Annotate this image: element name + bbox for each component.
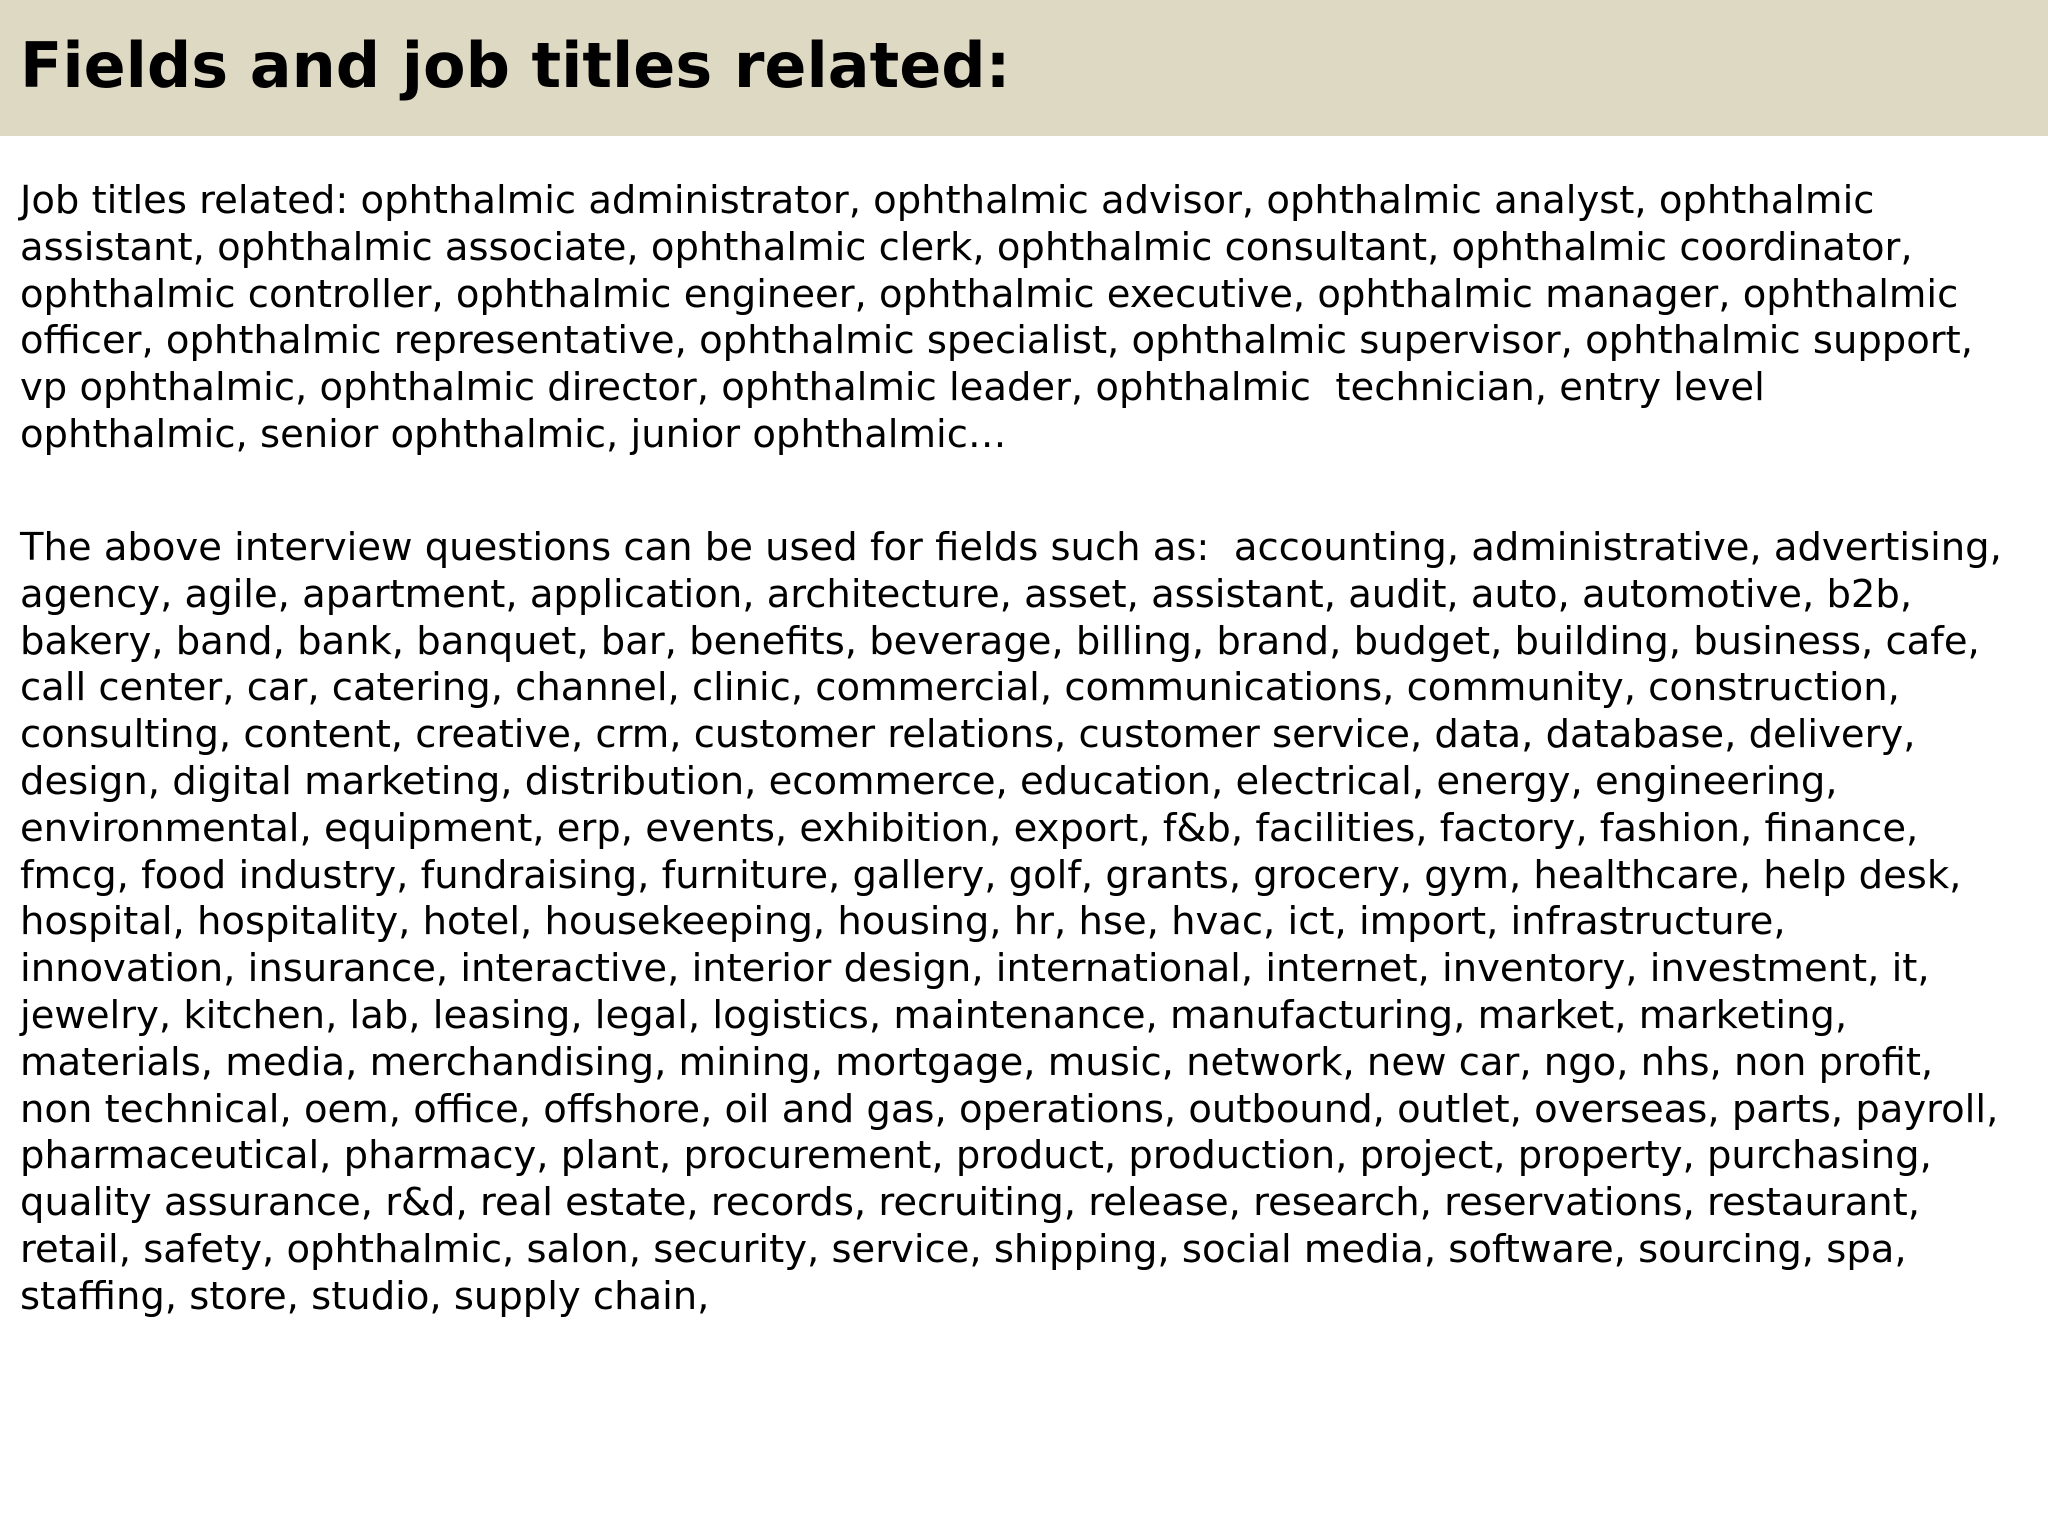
slide-title: Fields and job titles related: — [20, 29, 1011, 102]
fields-line: quality assurance, r&d, real estate, records, recruiting, release, research, reservations, restaurant, — [20, 1180, 1921, 1226]
fields-line: retail, safety, ophthalmic, salon, security, service, shipping, social media, software, sourcing, spa, — [20, 1226, 1907, 1272]
fields-line: call center, car, catering, channel, clinic, commercial, communications, community, construction, — [20, 665, 1900, 711]
job-titles-line: Job titles related: ophthalmic administrator, ophthalmic advisor, ophthalmic analyst, ophthalmic — [20, 178, 1875, 223]
fields-line: non technical, oem, office, offshore, oil and gas, operations, outbound, outlet, overseas, parts, payroll, — [20, 1086, 1999, 1132]
fields-line: The above interview questions can be used for fields such as: accounting, administrative, advertising, — [20, 525, 2002, 570]
fields-line: design, digital marketing, distribution, ecommerce, education, electrical, energy, engineering, — [20, 758, 1838, 804]
fields-line: innovation, insurance, interactive, interior design, international, internet, inventory, investment, it, — [20, 946, 1930, 992]
fields-line: jewelry, kitchen, lab, leasing, legal, logistics, maintenance, manufacturing, market, marketing, — [20, 992, 1848, 1038]
title-bar — [0, 0, 2048, 136]
fields-line: pharmaceutical, pharmacy, plant, procurement, product, production, project, property, purchasing, — [20, 1133, 1932, 1179]
job-titles-line: ophthalmic, senior ophthalmic, junior ophthalmic… — [20, 411, 1007, 457]
job-titles-line: assistant, ophthalmic associate, ophthalmic clerk, ophthalmic consultant, ophthalmic coordinator, — [20, 224, 1913, 270]
job-titles-line: vp ophthalmic, ophthalmic director, ophthalmic leader, ophthalmic technician, entry level — [20, 365, 1765, 411]
fields-line: agency, agile, apartment, application, architecture, asset, assistant, audit, auto, automotive, b2b, — [20, 571, 1913, 617]
fields-line: environmental, equipment, erp, events, exhibition, export, f&b, facilities, factory, fashion, finance, — [20, 805, 1919, 851]
job-titles-line: officer, ophthalmic representative, ophthalmic specialist, ophthalmic supervisor, ophthalmic support, — [20, 318, 1973, 364]
fields-line: consulting, content, creative, crm, customer relations, customer service, data, database, delivery, — [20, 712, 1916, 758]
fields-line: materials, media, merchandising, mining, mortgage, music, network, new car, ngo, nhs, non profit, — [20, 1039, 1934, 1085]
fields-line: staffing, store, studio, supply chain, — [20, 1273, 710, 1319]
fields-paragraph — [20, 525, 2030, 1321]
job-titles-line: ophthalmic controller, ophthalmic engineer, ophthalmic executive, ophthalmic manager, ophthalmic — [20, 271, 1959, 317]
job-titles-paragraph — [20, 178, 2030, 459]
fields-line: bakery, band, bank, banquet, bar, benefits, beverage, billing, brand, budget, building, business, cafe, — [20, 618, 1980, 664]
fields-line: hospital, hospitality, hotel, housekeeping, housing, hr, hse, hvac, ict, import, infrastructure, — [20, 899, 1786, 945]
fields-line: fmcg, food industry, fundraising, furniture, gallery, golf, grants, grocery, gym, healthcare, help desk, — [20, 852, 1962, 898]
